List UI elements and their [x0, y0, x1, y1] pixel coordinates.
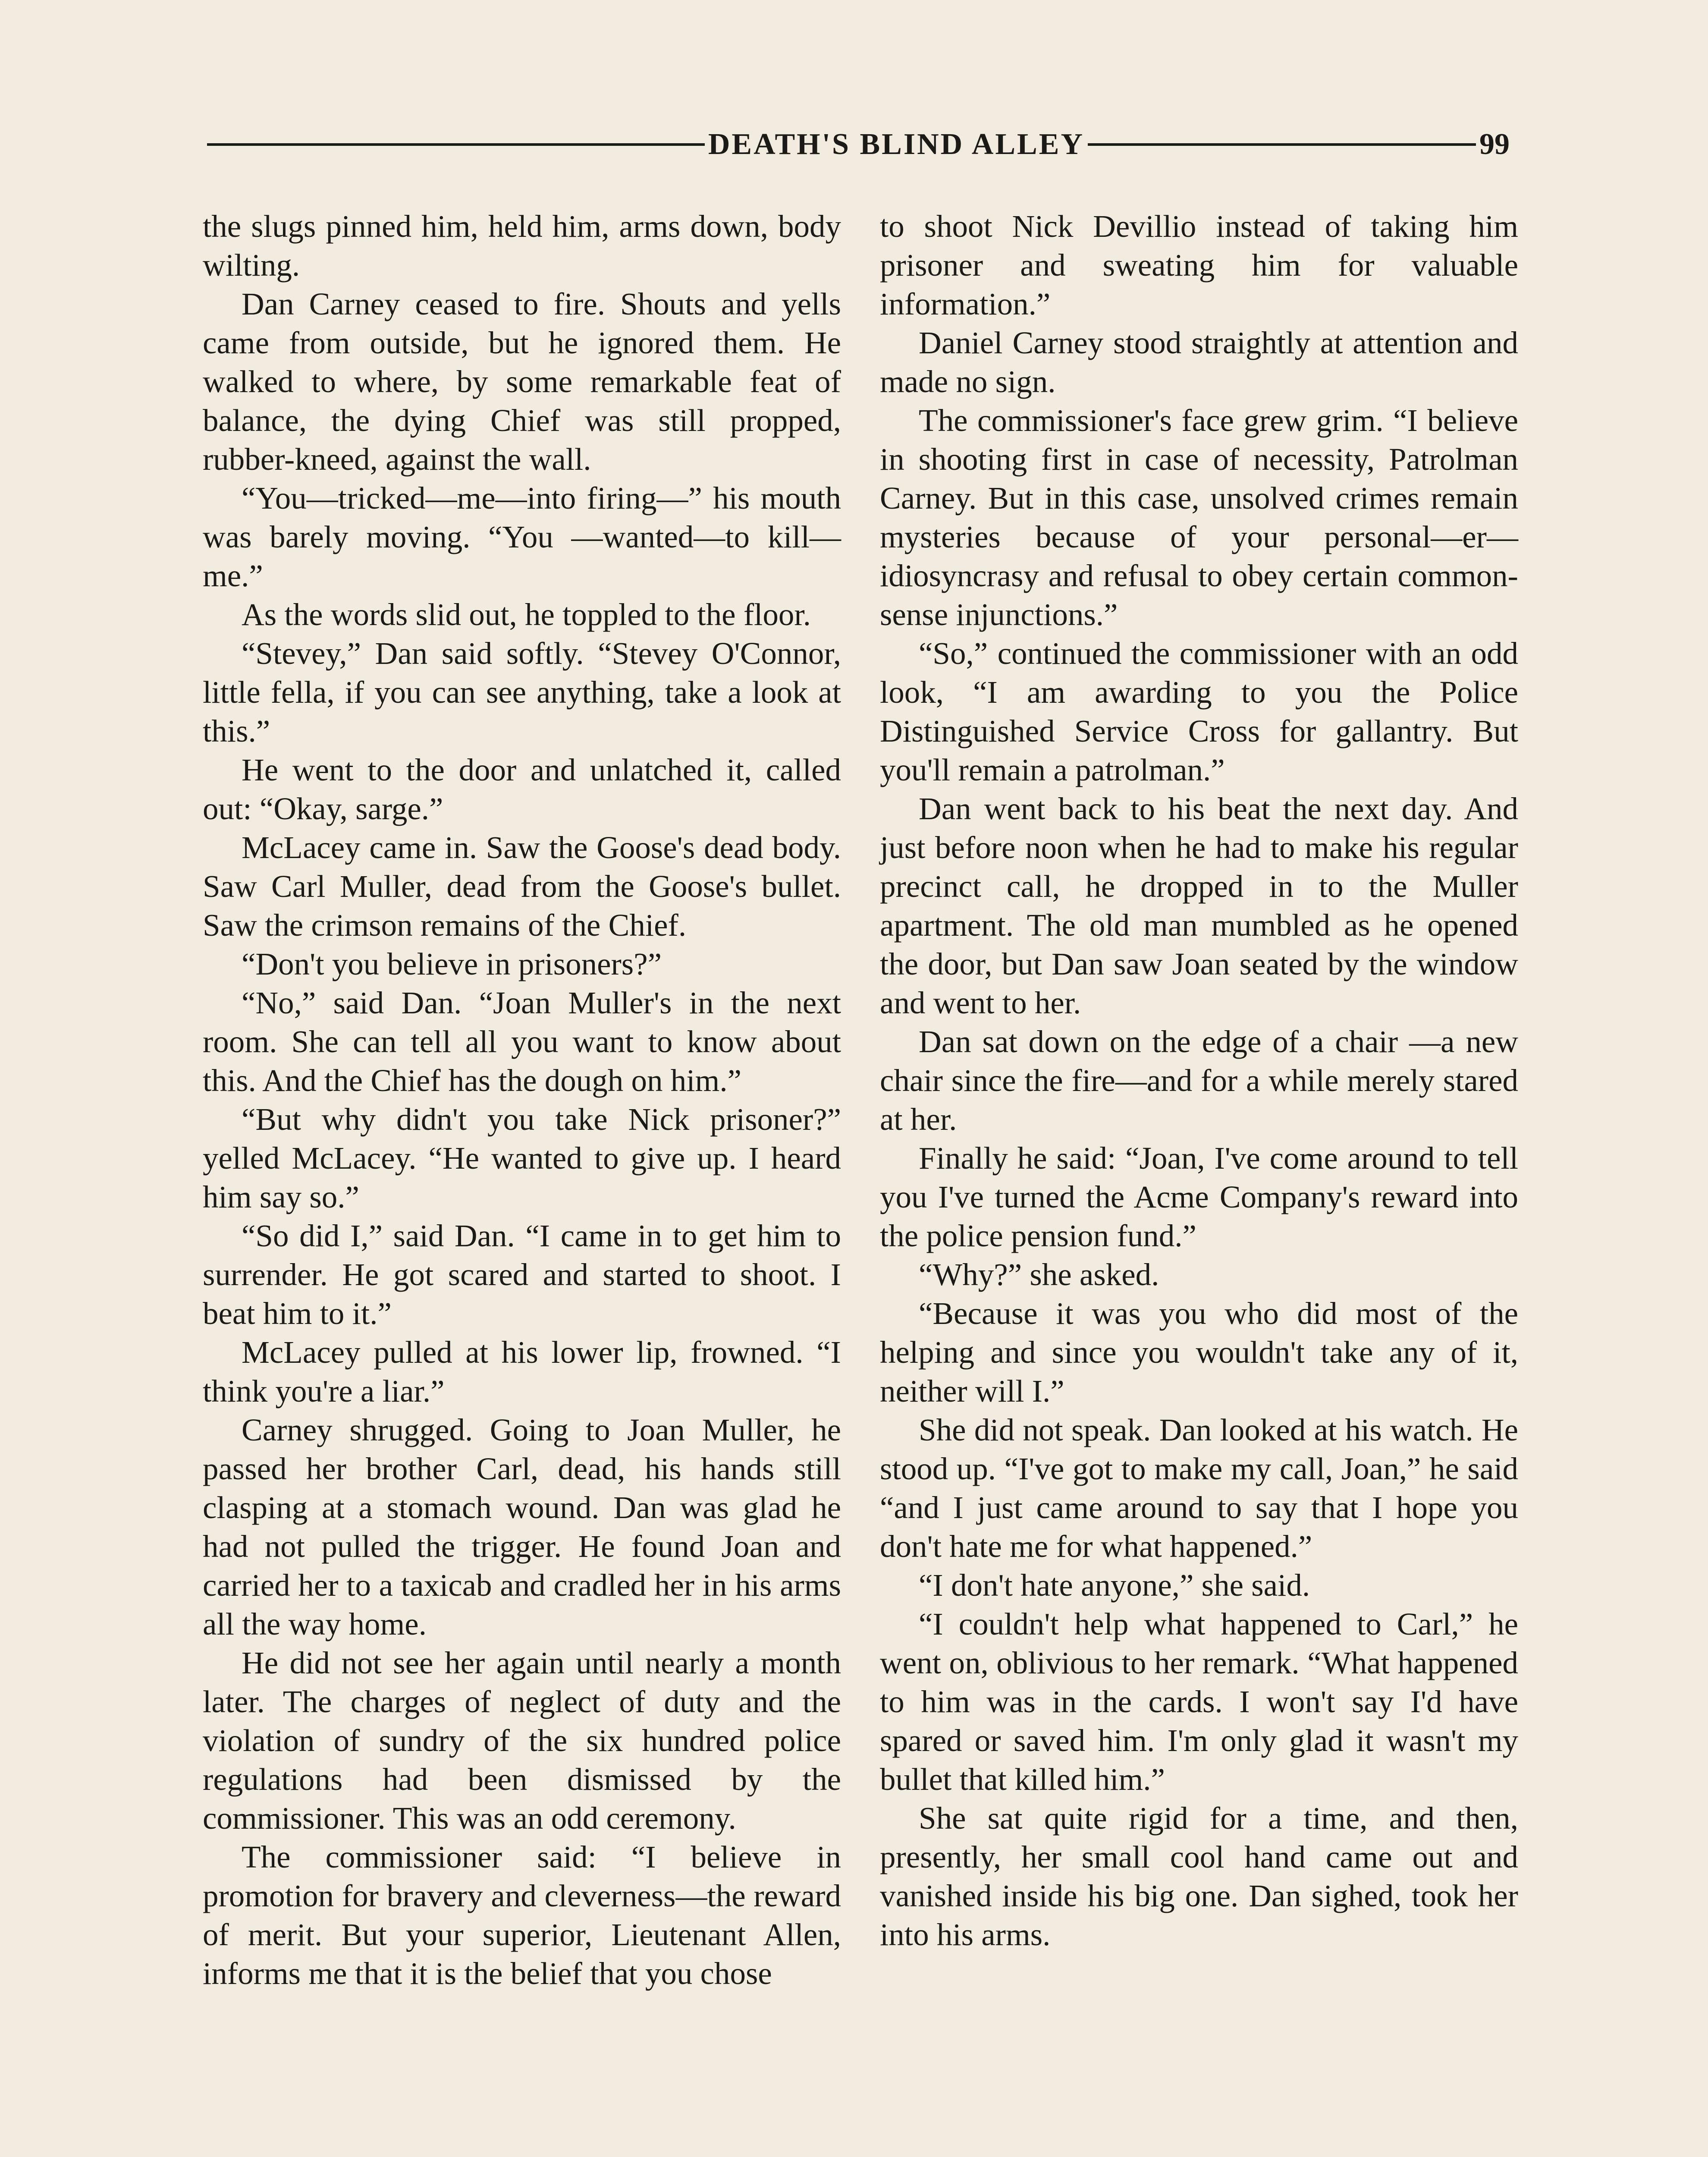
text-column-left: [203, 207, 841, 1993]
text-column-right: [880, 207, 1518, 1954]
paragraph: “Stevey,” Dan said softly. “Stevey O'Connor, little fella, if you can see anything, take a look at this.”: [203, 636, 841, 748]
paragraph: “You—tricked—me—into firing—” his mouth was barely moving. “You —wanted—to kill—me.”: [203, 481, 841, 593]
paragraph: As the words slid out, he toppled to the floor.: [242, 597, 811, 632]
paragraph: Carney shrugged. Going to Joan Muller, he passed her brother Carl, dead, his hands still clasping at a stomach wound. Dan was glad he had not pulled the trigger. He found Joan and carried her to a taxicab and cradled her in his arms all the way home.: [203, 1412, 841, 1641]
paragraph: McLacey came in. Saw the Goose's dead body. Saw Carl Muller, dead from the Goose's bullet. Saw the crimson remains of the Chief.: [203, 830, 841, 943]
paragraph: He did not see her again until nearly a month later. The charges of neglect of duty and the violation of sundry of the six hundred police regulations had been dismissed by the commissioner. This was an odd ceremony.: [203, 1645, 841, 1836]
running-title: DEATH'S BLIND ALLEY: [708, 128, 1084, 161]
paragraph: “I couldn't help what happened to Carl,” he went on, oblivious to her remark. “What happened to him was in the cards. I won't say I'd have spared or saved him. I'm only glad it wasn't my bullet that killed him.”: [880, 1607, 1518, 1797]
running-header: [207, 125, 1510, 164]
paragraph: She did not speak. Dan looked at his watch. He stood up. “I've got to make my call, Joan,” he said “and I just came around to say that I hope you don't hate me for what happened.”: [880, 1412, 1518, 1564]
paragraph: “Because it was you who did most of the helping and since you wouldn't take any of it, neither will I.”: [880, 1296, 1518, 1409]
paragraph: The commissioner said: “I believe in promotion for bravery and cleverness—the reward of merit. But your superior, Lieutenant Allen, informs me that it is the belief that you chose: [203, 1839, 841, 1991]
header-rule-right: [1088, 143, 1476, 146]
paragraph: “No,” said Dan. “Joan Muller's in the next room. She can tell all you want to know about this. And the Chief has the dough on him.”: [203, 985, 841, 1098]
paragraph: He went to the door and unlatched it, called out: “Okay, sarge.”: [203, 752, 841, 826]
paragraph: “So,” continued the commissioner with an odd look, “I am awarding to you the Police Distinguished Service Cross for gallantry. But you'll remain a patrolman.”: [880, 636, 1518, 787]
paragraph: Finally he said: “Joan, I've come around to tell you I've turned the Acme Company's reward into the police pension fund.”: [880, 1141, 1518, 1253]
paragraph: Dan sat down on the edge of a chair —a new chair since the fire—and for a while merely stared at her.: [880, 1024, 1518, 1137]
paragraph: Dan Carney ceased to fire. Shouts and yells came from outside, but he ignored them. He walked to where, by some remarkable feat of balance, the dying Chief was still propped, rubber-kneed, against the wall.: [203, 286, 841, 477]
paragraph: “Why?” she asked.: [919, 1257, 1159, 1292]
paragraph: “I don't hate anyone,” she said.: [919, 1568, 1310, 1603]
header-rule-left: [207, 143, 705, 146]
paragraph: McLacey pulled at his lower lip, frowned. “I think you're a liar.”: [203, 1335, 841, 1409]
paragraph: She sat quite rigid for a time, and then, presently, her small cool hand came out and vanished inside his big one. Dan sighed, took her into his arms.: [880, 1801, 1518, 1952]
paragraph: Dan went back to his beat the next day. And just before noon when he had to make his regular precinct call, he dropped in to the Muller apartment. The old man mumbled as he opened the door, but Dan saw Joan seated by the window and went to her.: [880, 791, 1518, 1020]
paragraph: The commissioner's face grew grim. “I believe in shooting first in case of necessity, Patrolman Carney. But in this case, unsolved crimes remain mysteries because of your personal—er—idiosyncrasy and refusal to obey certain common-sense injunctions.”: [880, 403, 1518, 632]
paragraph: Daniel Carney stood straightly at attention and made no sign.: [880, 325, 1518, 399]
paragraph: “So did I,” said Dan. “I came in to get him to surrender. He got scared and started to shoot. I beat him to it.”: [203, 1218, 841, 1331]
paragraph: to shoot Nick Devillio instead of taking him prisoner and sweating him for valuable information.”: [880, 209, 1518, 321]
paragraph: “Don't you believe in prisoners?”: [242, 946, 662, 981]
paragraph: the slugs pinned him, held him, arms down, body wilting.: [203, 209, 841, 283]
page-number: 99: [1479, 128, 1510, 161]
paragraph: “But why didn't you take Nick prisoner?” yelled McLacey. “He wanted to give up. I heard him say so.”: [203, 1102, 841, 1214]
